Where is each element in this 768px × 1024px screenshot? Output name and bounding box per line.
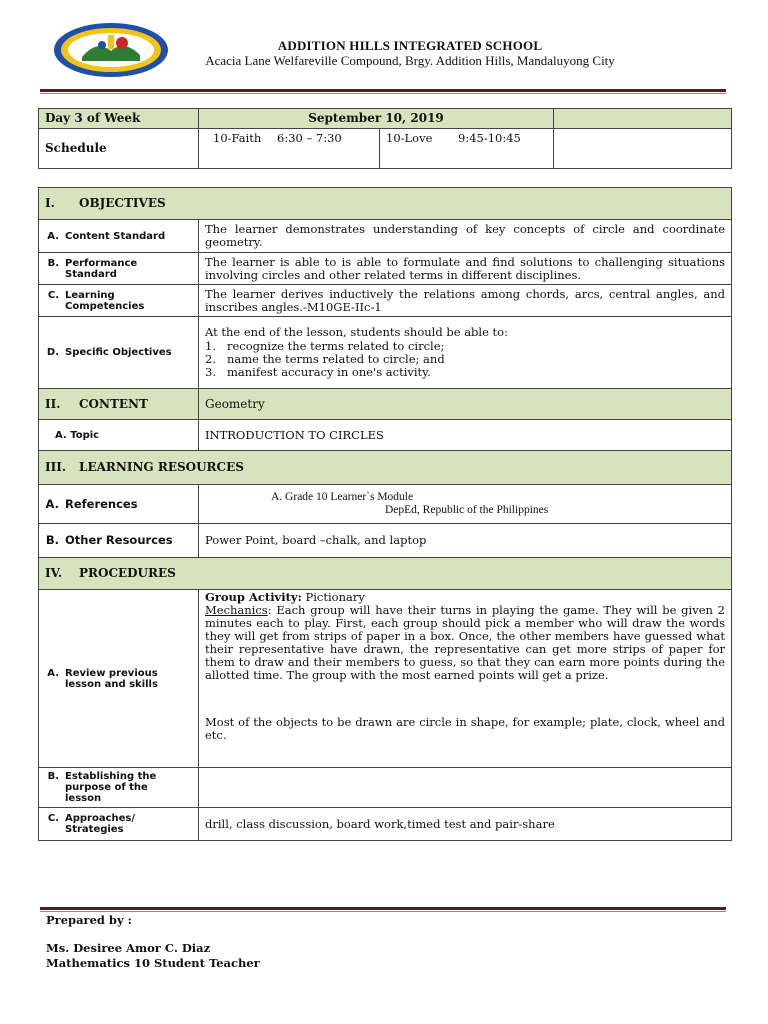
section-numeral: II. [45,396,61,411]
section-procedures [39,558,732,590]
review-lesson-cell [199,590,732,768]
references-line-1: A. Grade 10 Learner`s Module [271,491,414,503]
performance-standard-text: The learner is able to is able to formulate and find solutions to challenging situations involving circles and other related terms in different disciplines. [199,253,732,285]
other-resources-text: Power Point, board –chalk, and laptop [199,524,732,558]
activity-name: Pictionary [301,590,365,604]
header-blank-cell [554,109,732,129]
content-standard-text: The learner demonstrates understanding of key concepts of circle and coordinate geometry. [199,220,732,253]
section-numeral: IV. [45,566,63,580]
day-of-week-label: Day 3 of Week [39,109,199,129]
section-title: LEARNING RESOURCES [79,460,244,474]
class-section-2: 10-Love [386,131,433,145]
mechanics-label: Mechanics [205,603,268,617]
specific-objectives-label: D. Specific Objectives [39,317,199,389]
lesson-plan-table [38,187,732,841]
section-learning-resources [39,451,732,485]
learning-competencies-text: The learner derives inductively the relations among chords, arcs, central angles, and inscribes angles.-M10GE-IIc-1 [199,285,732,317]
section-numeral: I. [45,196,55,210]
activity-note: Most of the objects to be drawn are circle in shape, for example; plate, clock, wheel and etc. [205,715,726,742]
section-title: CONTENT [79,396,148,411]
schedule-table [38,108,732,169]
schedule-blank-cell [554,129,732,169]
class-section-1: 10-Faith [213,131,262,145]
section-objectives [39,188,732,220]
section-numeral: III. [45,460,67,474]
prepared-by-label: Prepared by : [46,913,132,927]
learning-competencies-label: C. Learning Competencies [39,285,199,317]
topic-label: A. Topic [39,420,199,451]
class-slot-2 [380,129,554,169]
activity-label: Group Activity: [205,590,302,604]
section-content [39,389,199,420]
other-resources-label: B. Other Resources [39,524,199,558]
schedule-label: Schedule [39,129,199,169]
class-slot-1 [199,129,380,169]
specific-objectives-list [205,340,725,379]
mechanics-text: : Each group will have their turns in playing the game. They will be given 2 minutes each to play. First, each group should pick a member who will draw the words they will get from strips of paper in a box. Once, the other members have guessed what their representative have drawn, the representative can get more strips of paper for them to draw and their members to guess, so that they can earn more points during the allotted time. The group with the most earned points will get a prize. [205,603,726,682]
performance-standard-label: B. Performance Standard [39,253,199,285]
lesson-date: September 10, 2019 [199,109,554,129]
content-subject: Geometry [199,389,732,420]
section-title: PROCEDURES [79,566,176,580]
references-cell [199,485,732,524]
list-item: 2. name the terms related to circle; and [205,352,445,366]
approaches-label: C. Approaches/ Strategies [39,808,199,841]
review-lesson-label: A. Review previous lesson and skills [39,590,199,768]
approaches-text: drill, class discussion, board work,timed test and pair-share [199,808,732,841]
footer-divider [40,907,726,912]
references-line-2: DepEd, Republic of the Philippines [385,504,549,516]
topic-value: INTRODUCTION TO CIRCLES [199,420,732,451]
teacher-name: Ms. Desiree Amor C. Diaz [46,941,211,955]
specific-objectives-cell [199,317,732,389]
school-address: Acacia Lane Welfareville Compound, Brgy. Addition Hills, Mandaluyong City [205,53,615,68]
school-seal-logo [52,21,170,79]
references-label: A. References [39,485,199,524]
teacher-role: Mathematics 10 Student Teacher [46,956,260,970]
header-divider [40,89,726,94]
establishing-purpose-label: B. Establishing the purpose of the lesson [39,768,199,808]
section-title: OBJECTIVES [79,196,166,210]
class-time-1: 6:30 – 7:30 [277,131,342,145]
class-time-2: 9:45-10:45 [458,131,521,145]
list-item: 1. recognize the terms related to circle; [205,339,445,353]
school-name: ADDITION HILLS INTEGRATED SCHOOL [277,38,543,53]
specific-objectives-intro: At the end of the lesson, students should be able to: [205,325,508,339]
establishing-purpose-text [199,768,732,808]
list-item: 3. manifest accuracy in one's activity. [205,365,431,379]
content-standard-label: A. Content Standard [39,220,199,253]
